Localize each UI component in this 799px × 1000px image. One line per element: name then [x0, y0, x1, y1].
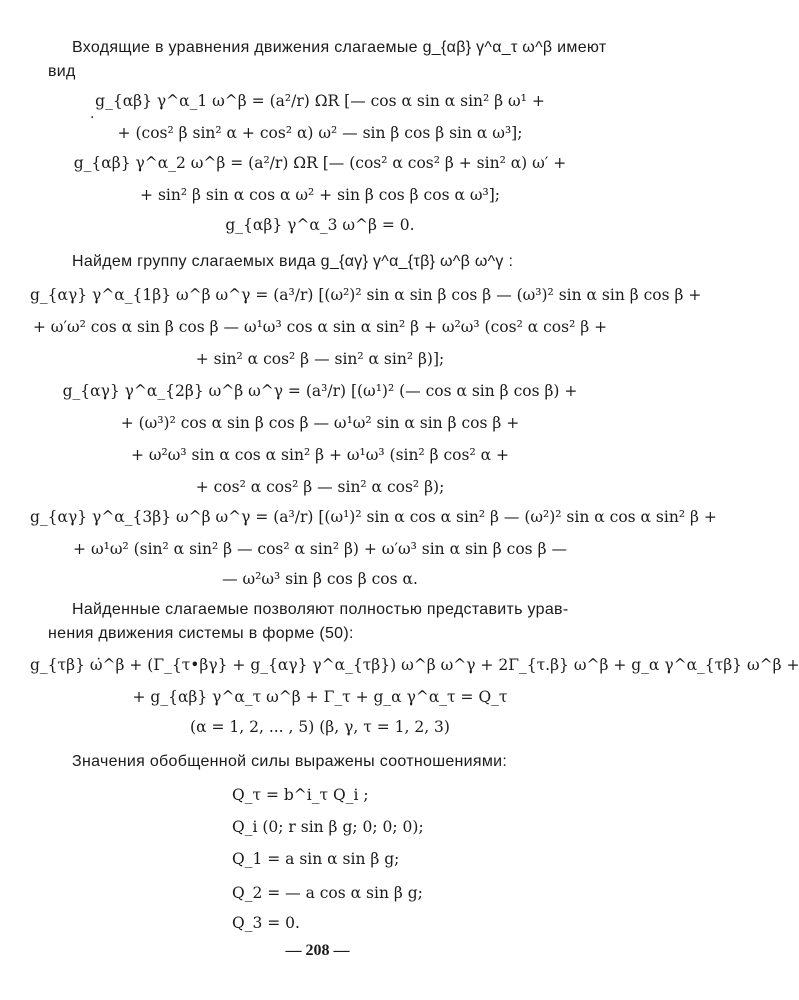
equation-line: g_{αβ} γ^α_3 ω^β = 0.: [225, 216, 415, 234]
page-number: — 208 —: [285, 942, 350, 959]
equation-line: Q_2 = — a cos α sin β g;: [232, 884, 423, 902]
equation-line: + cos² α cos² β — sin² α cos² β);: [195, 478, 445, 496]
equation-line: + g_{αβ} γ^α_τ ω^β + Γ_τ + g_α γ^α_τ = Q_τ: [132, 688, 508, 706]
equation-line: Q_3 = 0.: [232, 914, 300, 932]
paragraph-line: Найденные слагаемые позволяют полностью представить урав-: [72, 601, 569, 618]
equation-line: g_{τβ} ω̇^β + (Γ_{τ•βγ} + g_{αγ} γ^α_{τβ}) ω^β ω^γ + 2Γ_{τ.β} ω^β + g_α γ^α_{τβ} ω^β +: [30, 656, 799, 674]
equation-line: + ω¹ω² (sin² α sin² β — cos² α sin² β) + ω′ω³ sin α sin β cos β —: [73, 540, 567, 558]
equation-line: + (ω³)² cos α sin β cos β — ω¹ω² sin α sin β cos β +: [120, 414, 520, 432]
equation-line: Q_i (0; r sin β g; 0; 0; 0);: [232, 818, 424, 836]
equation-line: — ω²ω³ sin β cos β cos α.: [222, 570, 418, 588]
equation-line: + sin² α cos² β — sin² α sin² β)];: [195, 350, 445, 368]
equation-line: + sin² β sin α cos α ω² + sin β cos β cos α ω³];: [140, 186, 500, 204]
ink-speck: ·: [90, 110, 95, 126]
equation-line: g_{αβ} γ^α_1 ω^β = (a²/r) ΩR [— cos α sin α sin² β ω¹ +: [95, 92, 545, 110]
paragraph-line: нения движения системы в форме (50):: [48, 625, 354, 642]
paragraph-line: Найдем группу слагаемых вида g_{αγ} γ^α_{τβ} ω^β ω^γ :: [72, 253, 514, 270]
equation-line: + (cos² β sin² α + cos² α) ω² — sin β cos β sin α ω³];: [117, 124, 523, 142]
equation-line: g_{αγ} γ^α_{3β} ω^β ω^γ = (a³/r) [(ω¹)² sin α cos α sin² β — (ω²)² sin α cos α sin² β +: [30, 508, 717, 526]
equation-line: + ω′ω² cos α sin β cos β — ω¹ω³ cos α sin α sin² β + ω²ω³ (cos² α cos² β +: [32, 318, 608, 336]
equation-line: Q_1 = a sin α sin β g;: [232, 850, 400, 868]
equation-line: Q_τ = b^i_τ Q_i ;: [232, 786, 369, 804]
paragraph-line: Значения обобщенной силы выражены соотношениями:: [72, 753, 508, 770]
equation-line: g_{αβ} γ^α_2 ω^β = (a²/r) ΩR [— (cos² α cos² β + sin² α) ω′ +: [73, 154, 567, 172]
paragraph-line: вид: [48, 63, 76, 80]
paragraph-line: Входящие в уравнения движения слагаемые g_{αβ} γ^α_τ ω^β имеют: [72, 39, 607, 56]
equation-line: g_{αγ} γ^α_{2β} ω^β ω^γ = (a³/r) [(ω¹)² (— cos α sin β cos β) +: [62, 382, 578, 400]
equation-line: + ω²ω³ sin α cos α sin² β + ω¹ω³ (sin² β cos² α +: [131, 446, 509, 464]
equation-line: g_{αγ} γ^α_{1β} ω^β ω^γ = (a³/r) [(ω²)² sin α sin β cos β — (ω³)² sin α sin β cos β +: [30, 286, 702, 304]
equation-line: (α = 1, 2, ... , 5) (β, γ, τ = 1, 2, 3): [190, 718, 450, 736]
